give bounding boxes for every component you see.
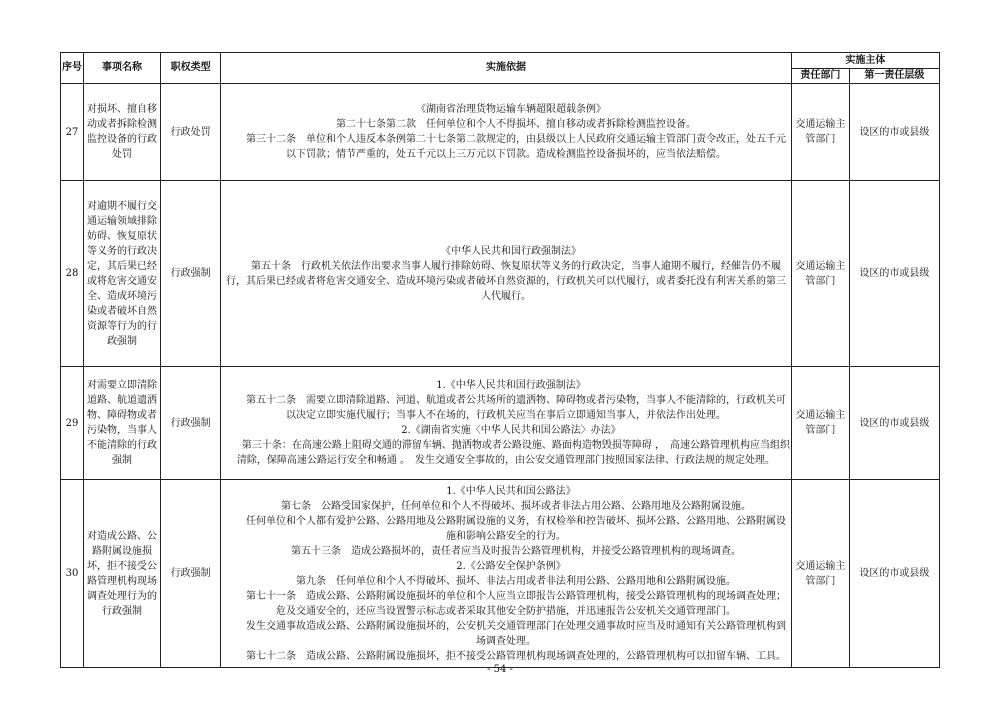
authority-type: 行政强制 bbox=[161, 480, 221, 668]
basis-paragraph: 第九条 任何单位和个人不得破坏、损坏、非法占用或者非法利用公路、公路用地和公路附属设施。 bbox=[295, 575, 736, 587]
legal-basis bbox=[221, 367, 792, 480]
basis-paragraph: 第五十二条 需要立即清除道路、河道、航道或者公共场所的遗洒物、障碍物或者污染物，当事人不能清除的，行政机关可以决定立即实施代履行；当事人不在场的，行政机关应当在事后立即通知当事人，并依法作出处理。 bbox=[245, 395, 786, 421]
page-number: - 54 - bbox=[487, 664, 513, 675]
responsible-dept: 交通运输主管部门 bbox=[791, 181, 849, 367]
legal-basis bbox=[221, 84, 792, 181]
header-type: 职权类型 bbox=[161, 53, 221, 84]
responsible-level: 设区的市或县级 bbox=[849, 480, 939, 668]
responsible-dept: 交通运输主管部门 bbox=[791, 84, 849, 181]
item-name: 对需要立即清除道路、航道遗洒物、障碍物或者污染物，当事人不能清除的行政强制 bbox=[84, 367, 161, 480]
legal-basis bbox=[221, 181, 792, 367]
authority-table bbox=[60, 52, 940, 668]
row-number: 29 bbox=[61, 367, 84, 480]
responsible-dept: 交通运输主管部门 bbox=[791, 367, 849, 480]
basis-paragraph: 第二十七条第二款 任何单位和个人不得损坏、擅自移动或者拆除检测监控设备。 bbox=[335, 119, 696, 130]
header-basis: 实施依据 bbox=[221, 53, 792, 84]
table-row bbox=[61, 367, 940, 480]
item-name: 对损坏、擅自移动或者拆除检测监控设备的行政处罚 bbox=[84, 84, 161, 181]
basis-paragraph: 第三十条：在高速公路上阻碍交通的滞留车辆、抛洒物或者公路设施、路面构造物毁损等障碍 ， 高速公路管理机构应当组织清除，保障高速公路运行安全和畅通 。 发生交通安全事故的，由公安交通管理部门按照国家法律、行政法规的规定处理。 bbox=[236, 440, 791, 466]
header-name: 事项名称 bbox=[84, 53, 161, 84]
basis-paragraph: 《湖南省治理货物运输车辆超限超载条例》 bbox=[415, 104, 606, 115]
responsible-level: 设区的市或县级 bbox=[849, 367, 939, 480]
basis-paragraph: 第五十三条 造成公路损坏的，责任者应当及时报告公路管理机构，并接受公路管理机构的现场调查。 bbox=[290, 545, 741, 557]
basis-paragraph: 1.《中华人民共和国行政强制法》 bbox=[436, 380, 586, 391]
item-name: 对造成公路、公路附属设施损坏，拒不接受公路管理机构现场调查处理行为的行政强制 bbox=[84, 480, 161, 668]
basis-paragraph: 第七条 公路受国家保护，任何单位和个人不得破坏、损坏或者非法占用公路、公路用地及公路附属设施。 bbox=[280, 500, 751, 512]
table-row bbox=[61, 181, 940, 367]
item-name: 对逾期不履行交通运输领域排除妨碍、恢复原状等义务的行政决定，其后果已经或将危害交通安全、造成环境污染或者破坏自然资源等行为的行政强制 bbox=[84, 181, 161, 367]
row-number: 27 bbox=[61, 84, 84, 181]
basis-paragraph: 第三十二条 单位和个人违反本条例第二十七条第二款规定的，由县级以上人民政府交通运输主管部门责令改正，处五千元以下罚款；情节严重的，处五千元以上三万元以下罚款。造成检测监控设备损坏的，应当依法赔偿。 bbox=[245, 134, 786, 160]
basis-paragraph: 第五十条 行政机关依法作出要求当事人履行排除妨碍、恢复原状等义务的行政决定，当事人逾期不履行，经催告仍不履行，其后果已经或者将危害交通安全、造成环境污染或者破坏自然资源的，行政机关可以代履行，或者委托没有利害关系的第三人代履行。 bbox=[225, 260, 786, 302]
basis-paragraph: 2.《公路安全保护条例》 bbox=[456, 560, 566, 572]
authority-type: 行政处罚 bbox=[161, 84, 221, 181]
header-dept: 责任部门 bbox=[791, 69, 849, 84]
table-row bbox=[61, 84, 940, 181]
responsible-dept: 交通运输主管部门 bbox=[791, 480, 849, 668]
responsible-level: 设区的市或县级 bbox=[849, 181, 939, 367]
basis-paragraph: 发生交通事故造成公路、公路附属设施损坏的，公安机关交通管理部门在处理交通事故时应当及时通知有关公路管理机构到场调查处理。 bbox=[245, 620, 786, 647]
basis-paragraph: 第七十二条 造成公路、公路附属设施损坏，拒不接受公路管理机构现场调查处理的，公路管理机构可以扣留车辆、工具。 bbox=[245, 650, 786, 662]
authority-type: 行政强制 bbox=[161, 181, 221, 367]
header-level: 第一责任层级 bbox=[849, 69, 939, 84]
responsible-level: 设区的市或县级 bbox=[849, 84, 939, 181]
basis-paragraph: 任何单位和个人都有爱护公路、公路用地及公路附属设施的义务，有权检举和控告破坏、损坏公路、公路用地、公路附属设施和影响公路安全的行为。 bbox=[245, 515, 786, 542]
basis-paragraph: 2.《湖南省实施〈中华人民共和国公路法〉办法》 bbox=[401, 425, 621, 436]
header-subject: 实施主体 bbox=[791, 53, 939, 69]
legal-basis bbox=[221, 480, 792, 668]
basis-paragraph: 《中华人民共和国行政强制法》 bbox=[440, 245, 581, 257]
row-number: 28 bbox=[61, 181, 84, 367]
table-row bbox=[61, 480, 940, 668]
header-no: 序号 bbox=[61, 53, 84, 84]
basis-paragraph: 第七十一条 造成公路、公路附属设施损坏的单位和个人应当立即报告公路管理机构，接受公路管理机构的现场调查处理；危及交通安全的，还应当设置警示标志或者采取其他安全防护措施，并迅速报告公安机关交通管理部门。 bbox=[245, 590, 786, 617]
row-number: 30 bbox=[61, 480, 84, 668]
authority-type: 行政强制 bbox=[161, 367, 221, 480]
basis-paragraph: 1.《中华人民共和国公路法》 bbox=[446, 485, 576, 497]
